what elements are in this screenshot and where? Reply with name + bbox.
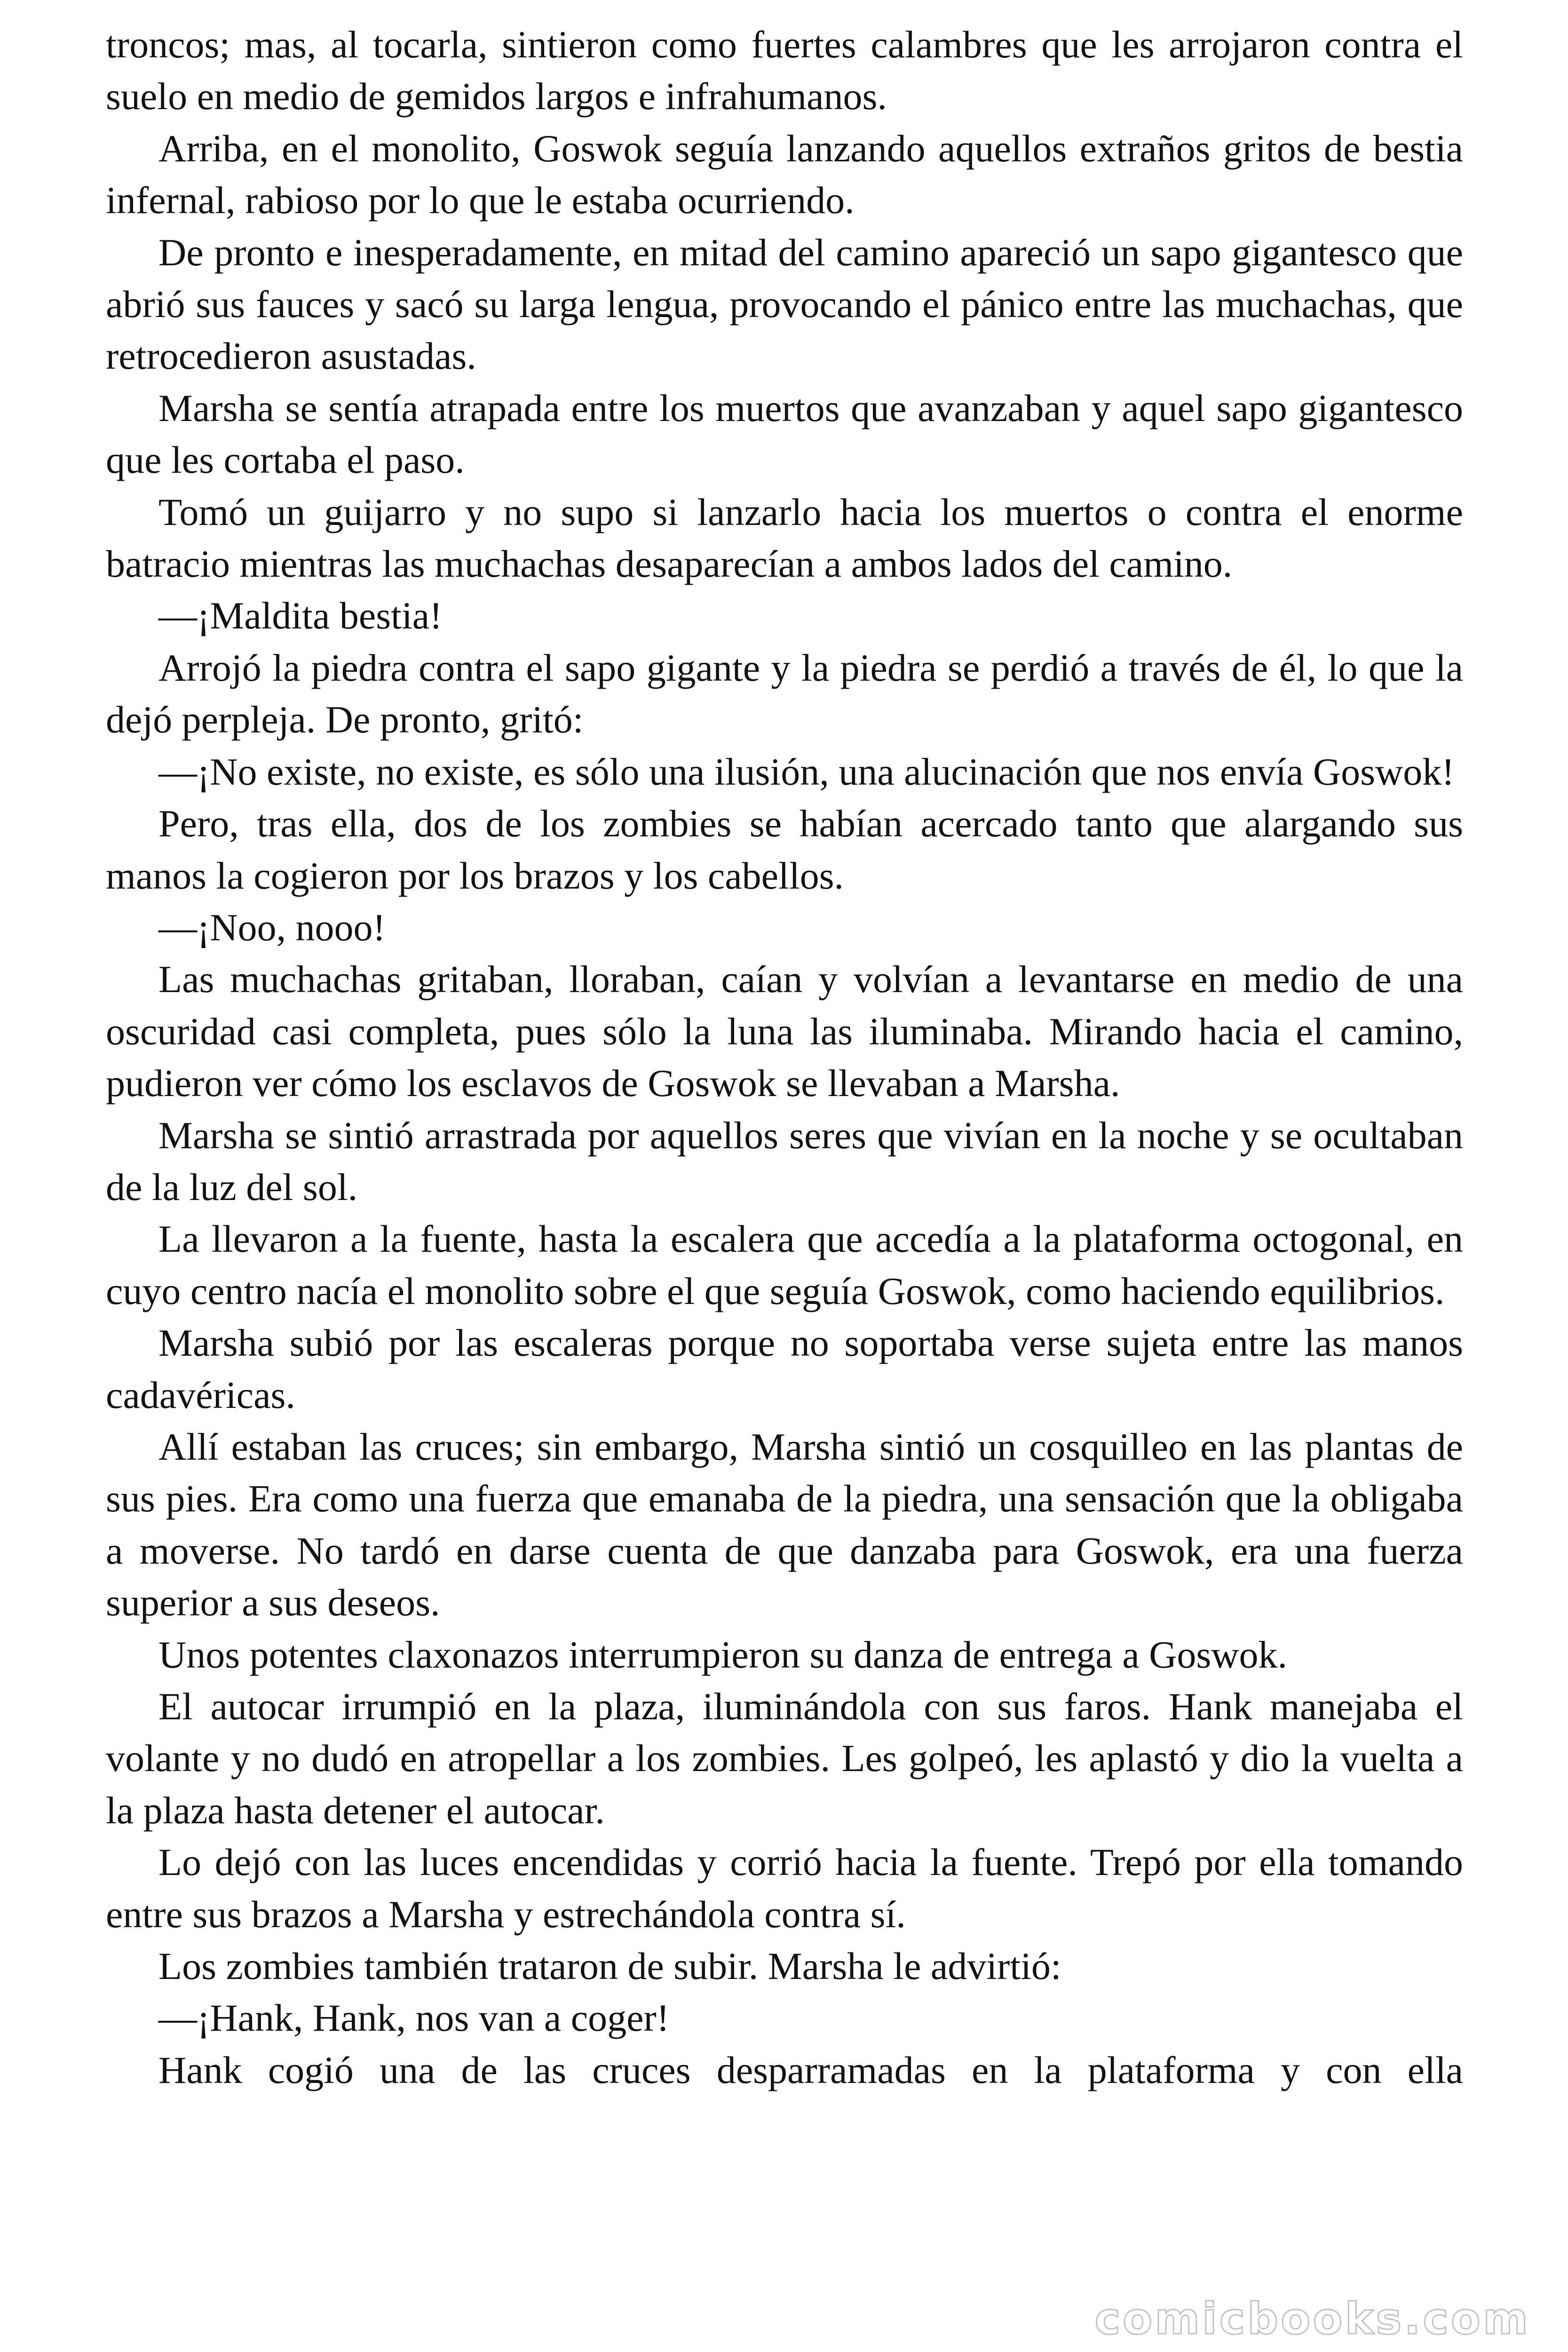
paragraph: Los zombies también trataron de subir. Marsha le advirtió:: [158, 1945, 1061, 1988]
paragraph: El autocar irrumpió en la plaza, iluminándola con sus faros. Hank manejaba el volante y no dudó en atropellar a los zombies. Les golpeó, les aplastó y dio la vuelta a la plaza hasta detener el autocar.: [106, 1685, 1463, 1832]
paragraph: Marsha se sentía atrapada entre los muertos que avanzaban y aquel sapo gigantesco que les cortaba el paso.: [106, 386, 1463, 482]
paragraph: Las muchachas gritaban, lloraban, caían y volvían a levantarse en medio de una oscuridad casi completa, pues sólo la luna las iluminaba. Mirando hacia el camino, pudieron ver cómo los esclavos de Goswok se llevaban a Marsha.: [106, 958, 1463, 1105]
paragraph: Lo dejó con las luces encendidas y corrió hacia la fuente. Trepó por ella tomando entre sus brazos a Marsha y estrechándola contra sí.: [106, 1841, 1463, 1936]
paragraph: Unos potentes claxonazos interrumpieron su danza de entrega a Goswok.: [158, 1633, 1288, 1676]
paragraph: Marsha se sintió arrastrada por aquellos seres que vivían en la noche y se ocultaban de la luz del sol.: [106, 1113, 1463, 1208]
paragraph: Allí estaban las cruces; sin embargo, Marsha sintió un cosquilleo en las plantas de sus pies. Era como una fuerza que emanaba de la piedra, una sensación que la obligaba a moverse. No tardó en darse cuenta de que danzaba para Goswok, era una fuerza superior a sus deseos.: [106, 1425, 1463, 1624]
paragraph: De pronto e inesperadamente, en mitad del camino apareció un sapo gigantesco que abrió sus fauces y sacó su larga lengua, provocando el pánico entre las muchachas, que retrocedieron asustadas.: [106, 230, 1463, 378]
dialogue-line: —¡Maldita bestia!: [158, 594, 443, 637]
paragraph: Tomó un guijarro y no supo si lanzarlo hacia los muertos o contra el enorme batracio mientras las muchachas desaparecían a ambos lados del camino.: [106, 490, 1463, 586]
paragraph: La llevaron a la fuente, hasta la escalera que accedía a la plataforma octogonal, en cuyo centro nacía el monolito sobre el que seguía Goswok, como haciendo equilibrios.: [106, 1217, 1463, 1312]
paragraph: Arrojó la piedra contra el sapo gigante y la piedra se perdió a través de él, lo que la dejó perpleja. De pronto, gritó:: [106, 646, 1463, 741]
paragraph: troncos; mas, al tocarla, sintieron como fuertes calambres que les arrojaron contra el suelo en medio de gemidos largos e infrahumanos.: [106, 23, 1463, 118]
watermark: comicbooks.com: [1094, 2294, 1530, 2344]
paragraph: Marsha subió por las escaleras porque no soportaba verse sujeta entre las manos cadavéricas.: [106, 1321, 1463, 1416]
paragraph: Pero, tras ella, dos de los zombies se habían acercado tanto que alargando sus manos la cogieron por los brazos y los cabellos.: [106, 802, 1463, 897]
dialogue-line: —¡No existe, no existe, es sólo una ilusión, una alucinación que nos envía Goswok!: [158, 750, 1455, 793]
paragraph: Hank cogió una de las cruces desparramadas en la plataforma y con ella: [158, 2048, 1463, 2091]
paragraph: Arriba, en el monolito, Goswok seguía lanzando aquellos extraños gritos de bestia infernal, rabioso por lo que le estaba ocurriendo.: [106, 127, 1463, 222]
book-page-text: [106, 19, 1463, 2096]
dialogue-line: —¡Hank, Hank, nos van a coger!: [158, 1996, 670, 2040]
dialogue-line: —¡Noo, nooo!: [158, 906, 386, 949]
